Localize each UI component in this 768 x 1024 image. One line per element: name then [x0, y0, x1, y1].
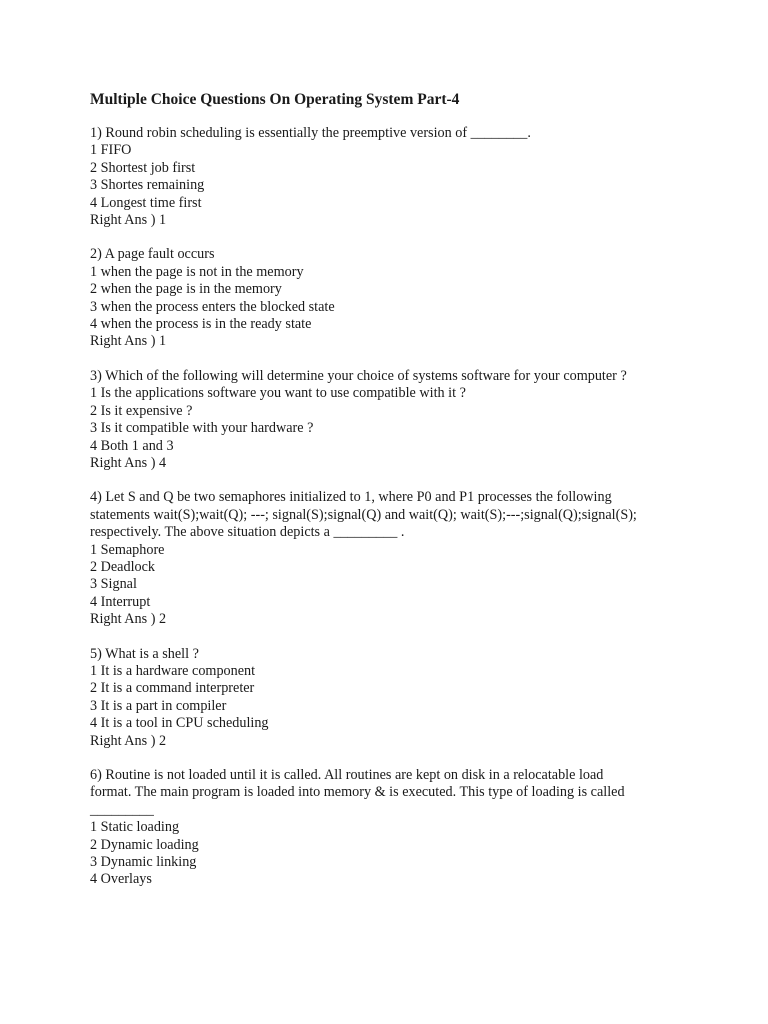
- option-3: 3 Signal: [90, 576, 137, 593]
- question-5: [90, 646, 730, 750]
- right-answer: Right Ans ) 4: [90, 454, 167, 471]
- question-text: 2) A page fault occurs: [90, 246, 215, 263]
- question-text-cont: format. The main program is loaded into memory & is executed. This type of loading is called: [90, 784, 625, 801]
- right-answer: Right Ans ) 2: [90, 611, 167, 628]
- question-2: [90, 246, 730, 350]
- option-1: 1 Static loading: [90, 819, 180, 836]
- option-3: 3 Is it compatible with your hardware ?: [90, 420, 314, 437]
- question-1: [90, 125, 730, 229]
- right-answer: Right Ans ) 2: [90, 732, 167, 749]
- option-3: 3 Shortes remaining: [90, 177, 205, 194]
- option-4: 4 Interrupt: [90, 593, 151, 610]
- option-1: 1 when the page is not in the memory: [90, 263, 304, 280]
- question-4: [90, 489, 730, 628]
- option-2: 2 Shortest job first: [90, 159, 196, 176]
- option-4: 4 It is a tool in CPU scheduling: [90, 715, 269, 732]
- option-1: 1 FIFO: [90, 142, 132, 159]
- right-answer: Right Ans ) 1: [90, 333, 167, 350]
- question-text: 5) What is a shell ?: [90, 645, 199, 662]
- question-text-cont: _________: [90, 801, 154, 818]
- option-3: 3 It is a part in compiler: [90, 697, 227, 714]
- option-4: 4 Longest time first: [90, 194, 202, 211]
- page-title: Multiple Choice Questions On Operating System Part-4: [90, 91, 460, 108]
- option-2: 2 Is it expensive ?: [90, 402, 193, 419]
- question-text: 4) Let S and Q be two semaphores initialized to 1, where P0 and P1 processes the following: [90, 489, 612, 506]
- option-2: 2 Dynamic loading: [90, 836, 199, 853]
- option-2: 2 when the page is in the memory: [90, 281, 282, 298]
- option-4: 4 Both 1 and 3: [90, 437, 174, 454]
- option-1: 1 Is the applications software you want to use compatible with it ?: [90, 385, 466, 402]
- option-2: 2 Deadlock: [90, 558, 156, 575]
- question-text: 3) Which of the following will determine your choice of systems software for your computer ?: [90, 367, 627, 384]
- question-3: [90, 368, 730, 472]
- option-4: 4 Overlays: [90, 871, 152, 888]
- right-answer: Right Ans ) 1: [90, 212, 167, 229]
- question-text-cont: statements wait(S);wait(Q); ---; signal(S);signal(Q) and wait(Q); wait(S);---;signal(Q);signal(S);: [90, 506, 637, 523]
- question-6: [90, 767, 730, 889]
- option-2: 2 It is a command interpreter: [90, 680, 255, 697]
- option-3: 3 Dynamic linking: [90, 854, 197, 871]
- option-3: 3 when the process enters the blocked state: [90, 298, 335, 315]
- question-text-cont: respectively. The above situation depicts a _________ .: [90, 524, 405, 541]
- document-page: [90, 90, 730, 906]
- option-1: 1 Semaphore: [90, 541, 165, 558]
- option-1: 1 It is a hardware component: [90, 662, 256, 679]
- question-text: 6) Routine is not loaded until it is called. All routines are kept on disk in a relocatable load: [90, 767, 604, 783]
- question-text: 1) Round robin scheduling is essentially the preemptive version of ________.: [90, 125, 531, 141]
- option-4: 4 when the process is in the ready state: [90, 316, 312, 333]
